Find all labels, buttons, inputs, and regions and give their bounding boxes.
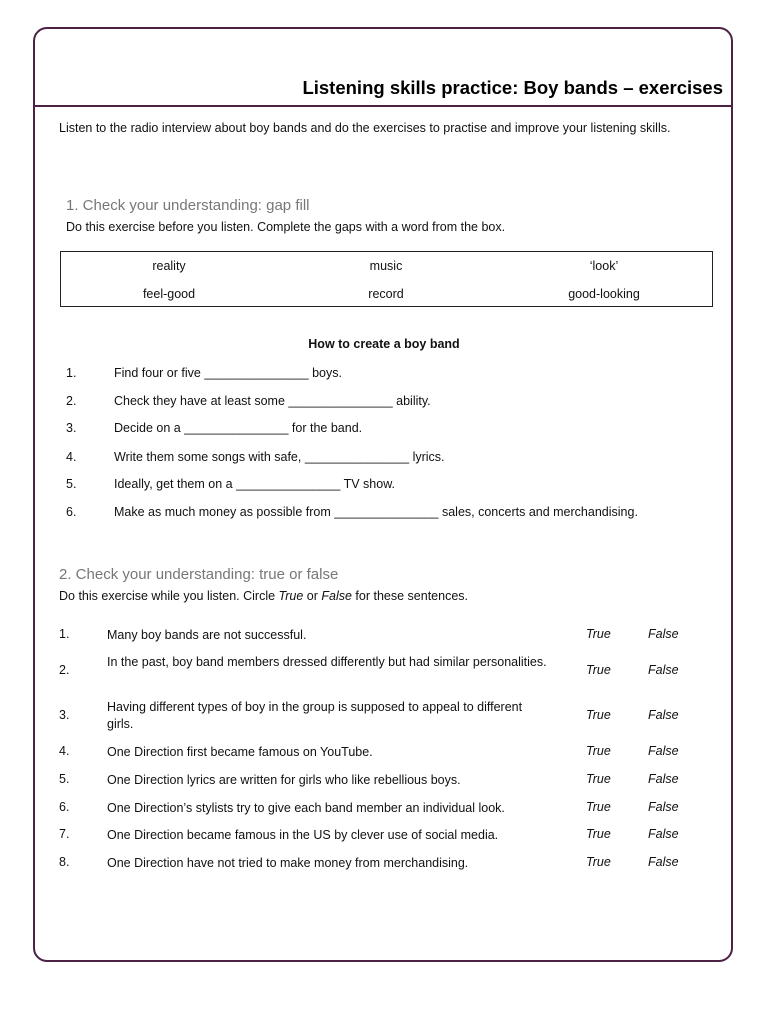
gap-item-text: Make as much money as possible from _______________ sales, concerts and merchandising. bbox=[114, 505, 638, 519]
tf-statement: Many boy bands are not successful. bbox=[107, 628, 307, 642]
false-option[interactable]: False bbox=[648, 772, 679, 786]
word-box bbox=[60, 251, 713, 307]
word-box-item: feel-good bbox=[142, 287, 196, 301]
tf-statement: One Direction’s stylists try to give each band member an individual look. bbox=[107, 801, 505, 815]
tf-statement: One Direction have not tried to make money from merchandising. bbox=[107, 856, 469, 870]
tf-statement: One Direction first became famous on YouTube. bbox=[107, 745, 373, 759]
page-frame bbox=[33, 27, 733, 962]
true-option[interactable]: True bbox=[586, 627, 611, 641]
gap-item-number: 2. bbox=[66, 394, 77, 408]
instruction-text: or bbox=[303, 589, 322, 603]
tf-number: 2. bbox=[59, 663, 70, 677]
gap-item-text: Decide on a _______________ for the band. bbox=[114, 421, 363, 435]
tf-statement: In the past, boy band members dressed differently but had similar personalities. bbox=[107, 655, 547, 669]
true-option[interactable]: True bbox=[586, 855, 611, 869]
false-option[interactable]: False bbox=[648, 855, 679, 869]
false-option[interactable]: False bbox=[648, 663, 679, 677]
word-box-item: record bbox=[368, 287, 404, 301]
true-option[interactable]: True bbox=[586, 708, 611, 722]
gap-item-number: 3. bbox=[66, 421, 77, 435]
gap-item-text: Check they have at least some _______________ ability. bbox=[114, 394, 431, 408]
page-title: Listening skills practice: Boy bands – exercises bbox=[302, 77, 723, 98]
gap-fill-subheading: How to create a boy band bbox=[308, 337, 460, 351]
true-option[interactable]: True bbox=[586, 800, 611, 814]
tf-number: 7. bbox=[59, 827, 70, 841]
tf-statement: Having different types of boy in the group is supposed to appeal to different girls. bbox=[107, 700, 523, 731]
tf-number: 4. bbox=[59, 744, 70, 758]
gap-item-text: Find four or five _______________ boys. bbox=[114, 366, 342, 380]
section2-heading: 2. Check your understanding: true or false bbox=[59, 566, 339, 583]
false-option[interactable]: False bbox=[648, 800, 679, 814]
instruction-text: Do this exercise while you listen. Circle bbox=[59, 589, 279, 603]
instruction-false: False bbox=[321, 589, 352, 603]
false-option[interactable]: False bbox=[648, 708, 679, 722]
instruction-text: for these sentences. bbox=[351, 589, 468, 603]
intro-text: Listen to the radio interview about boy bands and do the exercises to practise and improve your listening skills. bbox=[59, 121, 671, 135]
false-option[interactable]: False bbox=[648, 744, 679, 758]
section1-instruction: Do this exercise before you listen. Complete the gaps with a word from the box. bbox=[66, 220, 506, 234]
gap-item-text: Ideally, get them on a _______________ TV show. bbox=[114, 477, 395, 491]
section1-heading: 1. Check your understanding: gap fill bbox=[66, 197, 310, 214]
word-box-item: reality bbox=[152, 259, 186, 273]
tf-number: 8. bbox=[59, 855, 70, 869]
true-option[interactable]: True bbox=[586, 744, 611, 758]
gap-item-text: Write them some songs with safe, _______________ lyrics. bbox=[114, 450, 445, 464]
gap-item-number: 6. bbox=[66, 505, 77, 519]
tf-number: 1. bbox=[59, 627, 70, 641]
section2-instruction bbox=[59, 589, 468, 603]
true-option[interactable]: True bbox=[586, 663, 611, 677]
title-divider bbox=[35, 105, 731, 107]
false-option[interactable]: False bbox=[648, 627, 679, 641]
word-box-item: music bbox=[369, 259, 403, 273]
word-box-item: ‘look’ bbox=[589, 259, 619, 273]
gap-item-number: 1. bbox=[66, 366, 77, 380]
tf-statement: One Direction lyrics are written for girls who like rebellious boys. bbox=[107, 773, 461, 787]
gap-item-number: 4. bbox=[66, 450, 77, 464]
true-option[interactable]: True bbox=[586, 772, 611, 786]
false-option[interactable]: False bbox=[648, 827, 679, 841]
true-option[interactable]: True bbox=[586, 827, 611, 841]
instruction-true: True bbox=[278, 589, 304, 603]
tf-number: 6. bbox=[59, 800, 70, 814]
word-box-item: good-looking bbox=[568, 287, 640, 301]
gap-item-number: 5. bbox=[66, 477, 77, 491]
tf-number: 5. bbox=[59, 772, 70, 786]
tf-number: 3. bbox=[59, 708, 70, 722]
tf-statement: One Direction became famous in the US by clever use of social media. bbox=[107, 828, 499, 842]
